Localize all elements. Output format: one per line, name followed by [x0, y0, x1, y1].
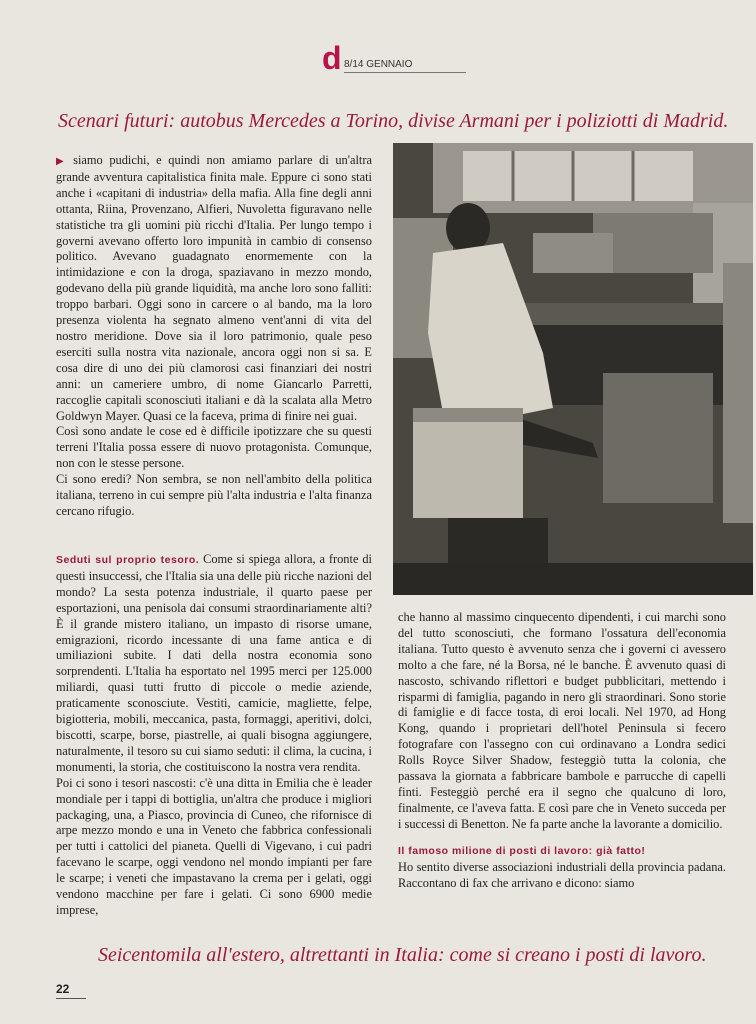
paragraph [398, 843, 726, 860]
photo-illustration [393, 143, 753, 595]
column-right [398, 610, 726, 891]
column-left-top [56, 153, 372, 520]
paragraph: che hanno al massimo cinquecento dipendenti, i cui marchi sono del tutto sconosciuti, che formano l'ossatura dell'economia italiana. Tutto questo è avvenuto senza che i governi ci avessero molto a che fare, né la Borsa, né le banche. È avvenuto quasi di nascosto, schivando riflettori e budget pubblicitari, mettendo i risparmi di famiglia, pagando in nero gli straordinari. Sono storie di famiglie e di facce tosta, di eroi locali. Nel 1970, ad Hong Kong, quando i proprietari dell'hotel Peninsula si fecero fotografare con l'assegno con cui ordinavano a Londra sedici Rolls Royce Silver Shadow, festeggiò tutta la colonia, che passava la giornata a fabbricare bambole e parrucche di capelli finti. Festeggiò perché era il segno che qualcuno di loro, finalmente, ce l'aveva fatta. E così pare che in Veneto succeda per i successi di Benetton. Ne fa parte anche la lavorante a domicilio. [398, 610, 726, 831]
factory-worker-photo [393, 143, 753, 595]
triangle-bullet-icon: ▶ [56, 156, 74, 167]
paragraph [56, 552, 372, 776]
paragraph: Ci sono eredi? Non sembra, se non nell'ambito della politica italiana, terreno in cui sempre più l'alta industria e l'alta finanza cercano rifugio. [56, 472, 372, 518]
page-number-rule [56, 998, 86, 999]
paragraph: Poi ci sono i tesori nascosti: c'è una ditta in Emilia che è leader mondiale per i tappi di bottiglia, un'altra che produce i migliori packaging, una, a Piasco, provincia di Cuneo, che rifornisce di arpe mezzo mondo e una in Veneto che fabbrica confessionali per tutti i cattolici del pianeta. Quelli di Vigevano, i cui padri facevano le scarpe, oggi vendono nel mondo impianti per fare le scarpe; i veneti che impastavano la crema per i gelati, oggi vendono macchine per fare i gelati. Ci sono 6900 medie imprese, [56, 775, 372, 917]
masthead-rule [344, 72, 466, 73]
magazine-logo: d [322, 40, 342, 76]
column-left-bottom [56, 552, 372, 919]
paragraph-text: siamo pudichi, e quindi non amiamo parlare di un'altra grande avventura capitalistica finita male. Eppure ci sono stati anche i «capitani di industria» della mafia. Alla fine degli anni ottanta, Riina, Provenzano, Alfieri, Nuvoletta figuravano nelle statistiche tra gli uomini più ricchi d'Italia. Per lungo tempo i governi avevano offerto loro impunità in cambio di consenso politico. Avevano guadagnato enormemente con la intimidazione e con la droga, spaziavano in mezzo mondo, godevano della più grande liquidità, ma anche loro sono falliti: troppo barbari. Oggi sono in carcere o al bando, ma la loro presenza violenta ha segnato almeno vent'anni di vita del nostro meridione. Dove sia il loro patrimonio, quale peso eserciti sulla nostra vita nazionale, ancora oggi non si sa. E cosa dire di uno dei più clamorosi casi finanziari dei nostri anni: un cameriere umbro, di nome Giancarlo Parretti, raccoglie capitali sconosciuti italiani e dà la scalata alla Metro Goldwyn Mayer. Quasi ce la faceva, prima di finire nei guai. [56, 153, 372, 423]
paragraph [56, 153, 372, 424]
paragraph: Ho sentito diverse associazioni industriali della provincia padana. Raccontano di fax che arrivano e dicono: siamo [398, 859, 726, 890]
paragraph-text: Come si spiega allora, a fronte di questi insuccessi, che l'Italia sia una delle più ricche nazioni del mondo? La sesta potenza industriale, il quarto paese per esportazioni, una penisola dai consumi straordinariamente alti? È il grande mistero italiano, un impasto di risorse umane, emigrazioni, ricordo incessante di una fame antica e di umiliazioni subite. I dati della nostra economia sono sorprendenti. L'Italia ha esportato nel 1995 merci per 125.000 miliardi, quasi tutti frutto di piccole o medie aziende, praticamente sconosciute. Vestiti, camicie, magliette, felpe, bigiotteria, mobili, meccanica, pasta, formaggi, aperitivi, dolci, biscotti, scarpe, borse, piastrelle, ai quali bisogna aggiungere, naturalmente, il tesoro su cui siamo seduti: il clima, la cucina, i monumenti, la storia, che costituiscono la nostra vera rendita. [56, 552, 372, 774]
section-subhead: Il famoso milione di posti di lavoro: già fatto! [398, 844, 646, 857]
page-headline: Scenari futuri: autobus Mercedes a Torino, divise Armani per i poliziotti di Madrid. [58, 110, 729, 132]
paragraph: Così sono andate le cose ed è difficile ipotizzare che su questi terreni l'Italia possa essere di nuovo protagonista. Comunque, non con le stesse persone. [56, 424, 372, 471]
page-number: 22 [56, 982, 70, 996]
footer-headline: Seicentomila all'estero, altrettanti in Italia: come si creano i posti di lavoro. [98, 944, 707, 966]
section-subhead: Seduti sul proprio tesoro. [56, 554, 200, 566]
issue-date: 8/14 GENNAIO [344, 59, 413, 70]
